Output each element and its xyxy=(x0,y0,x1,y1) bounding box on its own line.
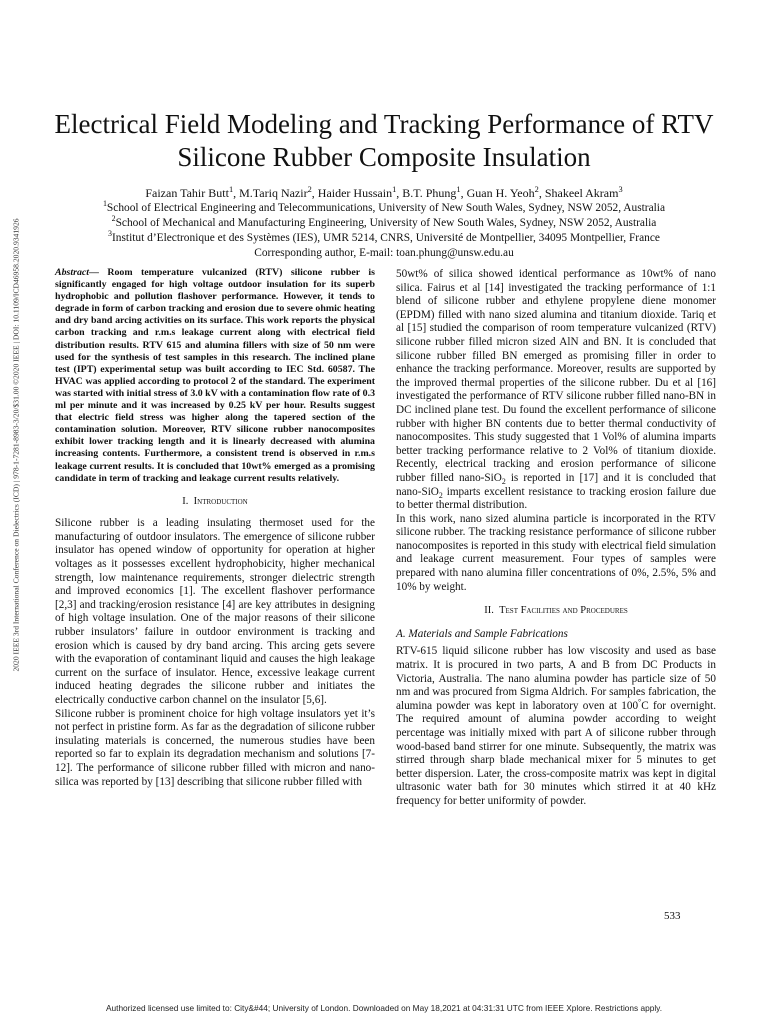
author-name: Haider Hussain xyxy=(317,186,393,200)
side-margin-doi xyxy=(9,218,23,672)
author-affiliation-mark: 1 xyxy=(456,185,461,194)
body-text: 50wt% of silica showed identical performance as 10wt% of nano silica. Fairus et al [14] investigated the tracking performance of 1:1 blend of silicone rubber and ethylene propylene diene monomer (EPDM) filled with nano sized alumina and titanium dioxide. Tariq et al [15] studied the comparison of room temperature vulcanized (RTV) silicone rubber filled micron sized AlN and BN. It is concluded that silicone rubber filled BN emerged as promising filler in order to enhance the tracking performance. Moreover, results are supported by the improved thermal properties of the silicone rubber. Du et al [16] investigated the performance of RTV silicone rubber filled nano-BN in DC inclined plane test. Du found the excellent performance of silicone rubber with higher BN contents due to better thermal conductivity of nanocomposites. This study suggested that 1 Vol% of alumina imparts better tracking performance relative to 2 Vol% of titanium dioxide. Recently, electrical tracking and erosion performance of silicone rubber filled nano-SiO xyxy=(396,268,716,484)
subscript: 2 xyxy=(501,477,506,487)
paper-title: Electrical Field Modeling and Tracking Performance of RTV Silicone Rubber Composite Insulation xyxy=(54,109,714,172)
right-column xyxy=(396,268,716,809)
body-paragraph xyxy=(396,645,716,808)
affiliation-block xyxy=(40,201,728,261)
abstract-label: Abstract xyxy=(55,267,90,278)
affiliation-line xyxy=(40,201,728,216)
corresponding-author: Corresponding author, E-mail: toan.phung@unsw.edu.au xyxy=(254,247,514,259)
abstract xyxy=(55,267,375,485)
intro-paragraph: Silicone rubber is a leading insulating thermoset used for the manufacturing of outdoor insulators. The emergence of silicone rubber insulator has opened window of opportunity for operation at higher voltages as it possesses excellent hydrophobicity, higher mechanical strength, low maintenance requirements, stronger dielectric strength and improved economics [1]. The excellent flashover performance [2,3] and tracking/erosion resistance [4] are key attributes in designing of high voltage insulation. One of the major reasons of their silicone rubber insulators’ failure in outdoor environment is tracking and erosion which is caused by dry band arcing. This arcing gets severe with the evaporation of contaminant liquid and causes the high leakage current on the surface of insulator. Hence, excessive leakage current induced heating degrades the silicone rubber and initiates the electrically conductive carbon channel on the insulator [5,6]. xyxy=(55,517,375,706)
affiliation-line xyxy=(40,231,728,246)
affiliation-text: School of Mechanical and Manufacturing Engineering, University of New South Wales, Sydney, NSW 2052, Australia xyxy=(115,217,657,229)
subscript: 2 xyxy=(438,490,443,500)
affiliation-text: School of Electrical Engineering and Telecommunications, University of New South Wales, Sydney, NSW 2052, Australia xyxy=(106,202,666,214)
degree-symbol: ° xyxy=(638,697,642,707)
author-affiliation-mark: 3 xyxy=(618,185,623,194)
author-list: Faizan Tahir Butt$^1$, M.Tariq Nazir$^2$, Haider Hussain$^1$, B.T. Phung$^1$, Guan H. Yeoh$^2$, Shakeel Akram$^3$ xyxy=(145,185,623,200)
license-footer: Authorized licensed use limited to: City&#44; University of London. Downloaded on May 18,2021 at 04:31:31 UTC from IEEE Xplore. Restrictions apply. xyxy=(105,1003,663,1013)
page-number: 533 xyxy=(664,910,681,922)
section-title: Test Facilities and Procedures xyxy=(499,605,628,617)
author-affiliation-mark: 1 xyxy=(392,185,397,194)
left-column xyxy=(55,267,375,789)
body-paragraph: In this work, nano sized alumina particle is incorporated in the RTV silicone rubber. The tracking resistance performance of silicone rubber nanocomposites is reported in this study with electrical field simulation and leakage current measurement. Four types of samples were prepared with nano alumina filler concentrations of 0%, 2.5%, 5% and 10% by weight. xyxy=(396,512,716,593)
author-name: Faizan Tahir Butt xyxy=(145,186,229,200)
author-name: M.Tariq Nazir xyxy=(239,186,308,200)
body-paragraph xyxy=(396,268,716,513)
author-name: Shakeel Akram xyxy=(544,186,619,200)
abstract-dash: — xyxy=(89,267,99,278)
section-number: II. xyxy=(484,605,494,617)
section-title: Introduction xyxy=(193,495,248,507)
affiliation-line xyxy=(40,216,728,231)
subsection-heading: A. Materials and Sample Fabrications xyxy=(396,627,568,640)
side-margin-text: 2020 IEEE 3rd International Conference on Dielectrics (ICD) | 978-1-7281-8983-3/20/$31.00 ©2020 IEEE | DOI: 10.1109/ICD46958.2020.9341926 xyxy=(11,218,21,672)
author-name: B.T. Phung xyxy=(402,186,457,200)
body-text: RTV-615 liquid silicone rubber has low viscosity and used as base matrix. It is procured in two parts, A and B from DC Products in Victoria, Australia. The nano alumina powder has particle size of 50 nm and was procured from Sigma Aldrich. For samples fabrication, the alumina powder was kept in laboratory oven at 100 xyxy=(396,645,716,712)
body-text: is reported in [17] and it is concluded that nano-SiO xyxy=(396,471,716,498)
author-affiliation-mark: 1 xyxy=(228,185,234,194)
body-text: imparts excellent resistance to tracking erosion failure due to better thermal distribution. xyxy=(396,485,716,512)
affiliation-number: 2 xyxy=(111,214,116,224)
section-heading-introduction xyxy=(55,495,375,509)
section-number: I. xyxy=(182,495,189,507)
author-affiliation-mark: 2 xyxy=(534,185,539,194)
affiliation-number: 3 xyxy=(108,229,112,239)
author-name: Guan H. Yeoh xyxy=(466,186,535,200)
abstract-text: Room temperature vulcanized (RTV) silicone rubber is significantly engaged for high voltage outdoor insulation for its superb hydrophobic and pollution flashover performance. However, it tends to degrade in form of carbon tracking and erosion due to severe ohmic heating and dry band arcing activities on its surface. This work reports the physical carbon tracking and r.m.s leakage current along with electrical field distribution results. RTV 615 and alumina fillers with size of 50 nm were used for the synthesis of test samples in this research. The inclined plane test (IPT) experimental setup was built according to IEC Std. 60587. The HVAC was applied according to protocol 2 of the standard. The experiment was started with initial stress of 3.0 kV with a contamination flow rate of 0.3 ml per minute and it was increased by 0.25 kV per hour. Results suggest that electric field stress was higher along the tapered section of the contamination solution. Moreover, RTV silicone rubber nanocomposites exhibit lower tracking length and it is linearly decreased with alumina increasing contents. Furthermore, a consistent trend is observed in r.m.s leakage current results. It is concluded that 10wt% emerged as a promising candidate in term of tracking and leakage current results relatively. xyxy=(55,267,376,484)
author-affiliation-mark: 2 xyxy=(307,185,312,194)
section-heading-test-facilities xyxy=(396,604,716,618)
affiliation-number: 1 xyxy=(102,199,107,209)
body-text: C for overnight. The required amount of alumina powder according to weight percentage was initially mixed with part A of silicone rubber through wood-based band stirrer for one minute. Subsequently, the matrix was stirred through sharp blade mechanical mixer for 5 minutes to get better dispersion. Later, the cross-composite matrix was kept in digital ultrasonic water bath for 30 minutes which stirred it at 40 kHz frequency for better uniformity of powder. xyxy=(396,699,716,807)
intro-paragraph: Silicone rubber is prominent choice for high voltage insulators yet it’s not perfect in pristine form. As far as the degradation of silicone rubber insulating materials is concerned, the numerous studies have been reported so far to explain its degradation mechanism and solutions [7-12]. The performance of silicone rubber filled with micron and nano-silica was reported by [13] describing that silicone rubber filled with xyxy=(55,707,375,788)
affiliation-text: Institut d’Electronique et des Systèmes (IES), UMR 5214, CNRS, Université de Montpellier, 34095 Montpellier, France xyxy=(112,232,660,244)
